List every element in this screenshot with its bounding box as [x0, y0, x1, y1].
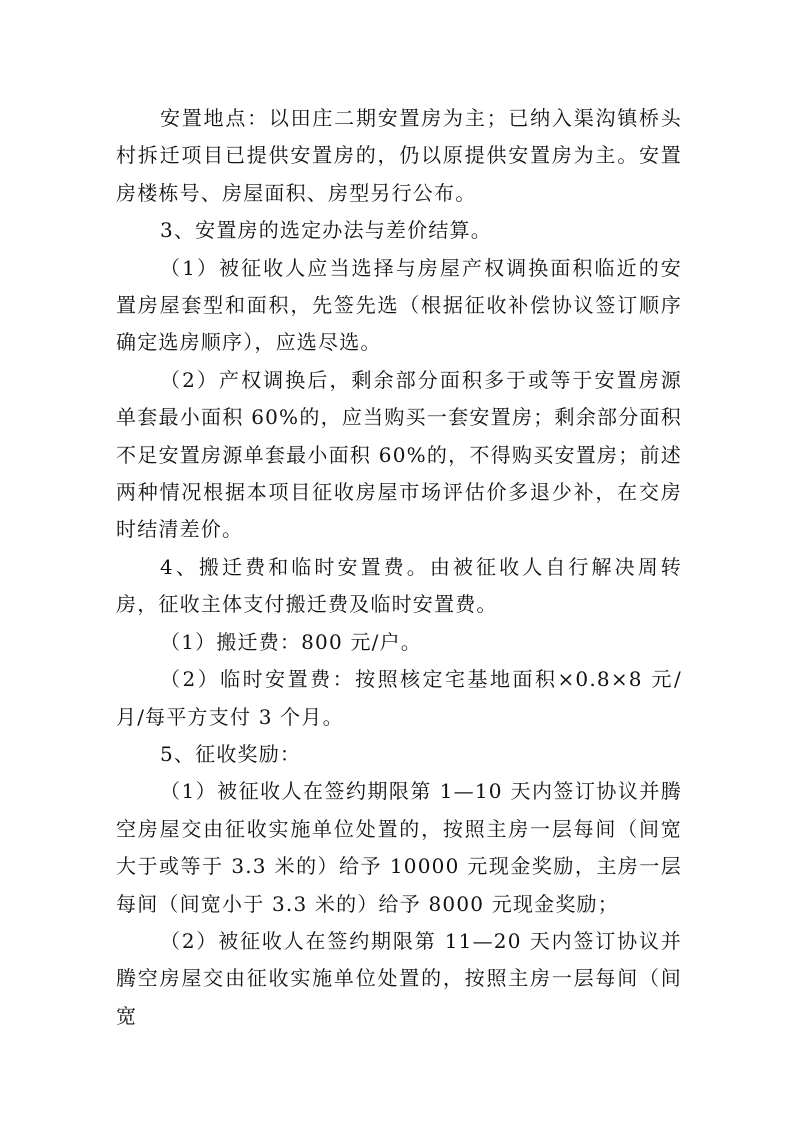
- paragraph-3-2: （2）产权调换后，剩余部分面积多于或等于安置房源单套最小面积 60%的，应当购买一套安置房；剩余部分面积不足安置房源单套最小面积 60%的，不得购买安置房；前述两种情况根据本项目征收房屋市场评估价多退少补，在交房时结清差价。: [116, 367, 682, 542]
- document-body: [116, 100, 682, 1035]
- paragraph-section-5-heading: 5、征收奖励：: [160, 741, 302, 766]
- paragraph-section-4-heading: 4、搬迁费和临时安置费。由被征收人自行解决周转房，征收主体支付搬迁费及临时安置费。: [116, 554, 682, 617]
- paragraph-4-2: （2）临时安置费：按照核定宅基地面积×0.8×8 元/月/每平方支付 3 个月。: [116, 667, 682, 729]
- paragraph-resettlement-location: 安置地点：以田庄二期安置房为主；已纳入渠沟镇桥头村拆迁项目已提供安置房的，仍以原提供安置房为主。安置房楼栋号、房屋面积、房型另行公布。: [116, 106, 682, 205]
- paragraph-5-1: （1）被征收人在签约期限第 1—10 天内签订协议并腾空房屋交由征收实施单位处置的，按照主房一层每间（间宽大于或等于 3.3 米的）给予 10000 元现金奖励，主房一层每间（间宽小于 3.3 米的）给予 8000 元现金奖励；: [116, 779, 682, 916]
- paragraph-3-1: （1）被征收人应当选择与房屋产权调换面积临近的安置房屋套型和面积，先签先选（根据征收补偿协议签订顺序确定选房顺序），应选尽选。: [116, 255, 682, 355]
- paragraph-5-2: （2）被征收人在签约期限第 11—20 天内签订协议并腾空房屋交由征收实施单位处置的，按照主房一层每间（间宽: [116, 928, 682, 1028]
- paragraph-section-3-heading: 3、安置房的选定办法与差价结算。: [160, 218, 492, 243]
- paragraph-4-1: （1）搬迁费：800 元/户。: [160, 629, 422, 654]
